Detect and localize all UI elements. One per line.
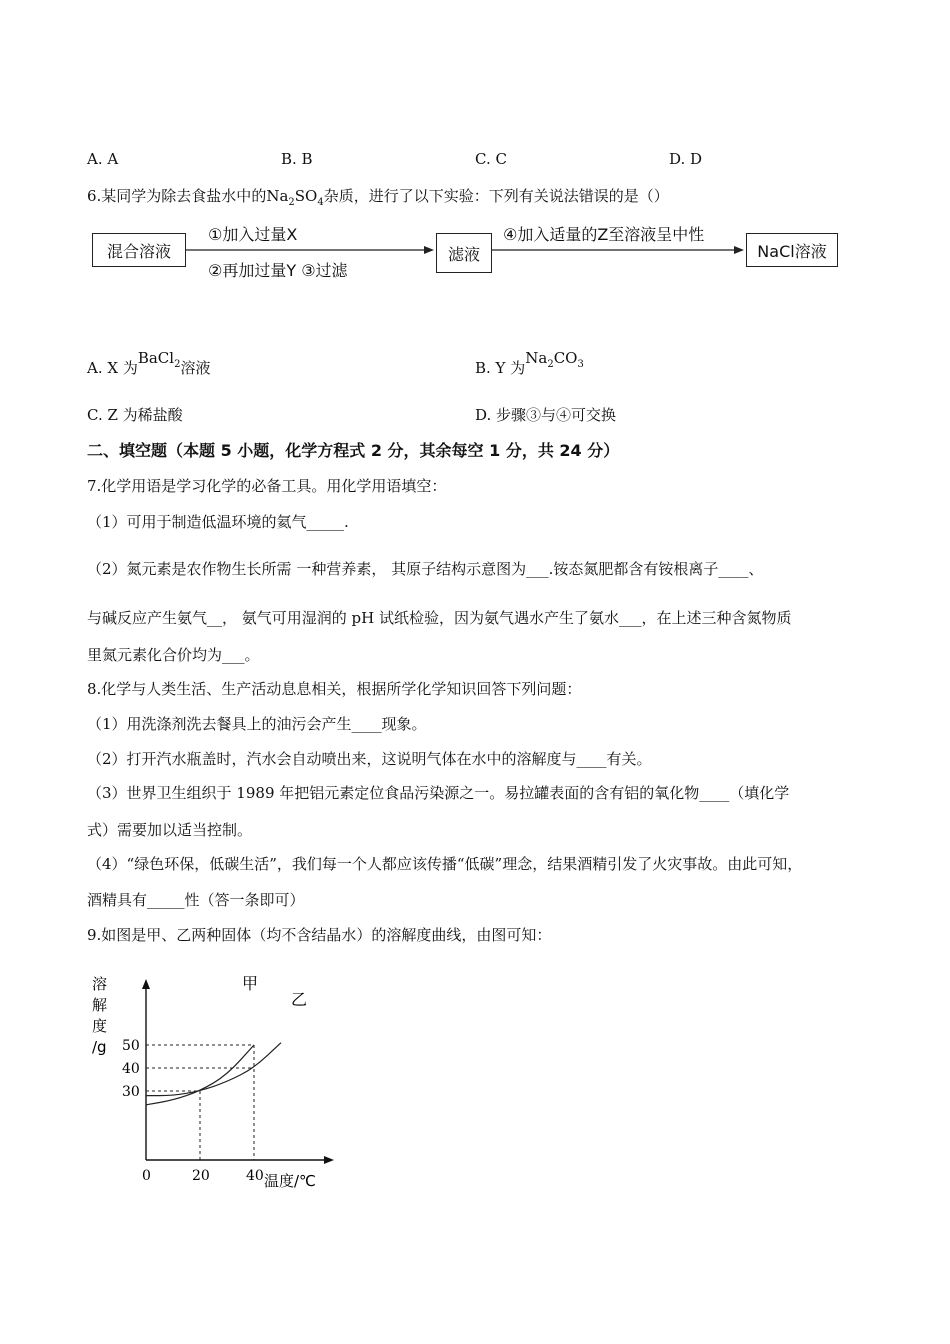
- q9-stem: 9.如图是甲、乙两种固体（均不含结晶水）的溶解度曲线，由图可知：: [87, 926, 552, 944]
- q7-part-2: （2）氮元素是农作物生长所需 一种营养素， 其原子结构示意图为___.铵态氮肥都含有铵根离子____、: [87, 560, 764, 578]
- y-axis-arrow: [142, 979, 150, 989]
- y-axis-label-char: 解: [92, 996, 108, 1014]
- flow-step-1: ①加入过量X: [208, 225, 298, 244]
- series-jia-label: 甲: [242, 974, 259, 993]
- q7-part-2-cont: 与碱反应产生氨气__， 氨气可用湿润的 pH 试纸检验，因为氨气遇水产生了氨水___，在上述三种含氮物质: [87, 609, 792, 627]
- q7-stem: 7.化学用语是学习化学的必备工具。用化学用语填空：: [87, 477, 447, 495]
- q8-stem: 8.化学与人类生活、生产活动息息相关，根据所学化学知识回答下列问题：: [87, 680, 582, 698]
- y-tick-label: 50: [122, 1038, 140, 1054]
- x-tick-label: 20: [192, 1168, 210, 1184]
- section-2-header: 二、填空题（本题 5 小题，化学方程式 2 分，其余每空 1 分，共 24 分）: [87, 441, 620, 460]
- q8-part-2: （2）打开汽水瓶盖时，汽水会自动喷出来，这说明气体在水中的溶解度与____有关。: [87, 750, 652, 768]
- flow-arrows: [0, 0, 950, 300]
- q6-option-d: D. 步骤③与④可交换: [475, 406, 617, 424]
- series-yi-curve: [146, 1043, 281, 1096]
- y-tick-label: 30: [122, 1084, 140, 1100]
- solubility-chart: [80, 965, 350, 1195]
- q5-option-a: A. A: [87, 150, 119, 168]
- q6-option-b: B. Y 为$Na_2CO_3$: [475, 349, 584, 377]
- flow-box-mixed-solution: 混合溶液: [92, 233, 186, 267]
- y-tick-label: 40: [122, 1061, 140, 1077]
- x-axis-label: 温度/℃: [264, 1172, 316, 1190]
- series-yi-label: 乙: [291, 990, 308, 1009]
- x-axis-arrow: [324, 1156, 334, 1164]
- q5-option-c: C. C: [475, 150, 507, 168]
- q7-part-2-end: 里氮元素化合价均为___。: [87, 646, 260, 664]
- q6-option-c: C. Z 为稀盐酸: [87, 406, 183, 424]
- q7-part-1: （1）可用于制造低温环境的氦气_____.: [87, 513, 349, 531]
- q6-option-a: A. X 为BaCl$_2$溶液: [87, 349, 211, 377]
- q8-part-4-cont: 酒精具有_____性（答一条即可）: [87, 891, 305, 909]
- flow-step-4: ④加入适量的Z至溶液呈中性: [503, 225, 705, 244]
- x-tick-label: 40: [246, 1168, 264, 1184]
- q6-stem: 6.某同学为除去食盐水中的$Na_2SO_4$杂质，进行了以下实验：下列有关说法错误的是（）: [87, 187, 669, 208]
- y-axis-label-char: /g: [92, 1038, 107, 1056]
- y-axis-label-char: 溶: [92, 975, 108, 993]
- q8-part-3-cont: 式）需要加以适当控制。: [87, 821, 253, 839]
- q5-option-b: B. B: [281, 150, 313, 168]
- q5-option-d: D. D: [669, 150, 703, 168]
- q8-part-1: （1）用洗涤剂洗去餐具上的油污会产生____现象。: [87, 715, 427, 733]
- flow-box-filtrate: 滤液: [436, 233, 492, 273]
- q8-part-4: （4）“绿色环保，低碳生活”，我们每一个人都应该传播“低碳”理念，结果酒精引发了火灾事故。由此可知，: [87, 855, 803, 873]
- flow-step-2-3: ②再加过量Y ③过滤: [208, 261, 348, 280]
- flow-box-nacl-solution: NaCl溶液: [746, 233, 838, 267]
- q8-part-3: （3）世界卫生组织于 1989 年把铝元素定位食品污染源之一。易拉罐表面的含有铝的氧化物____（填化学: [87, 784, 790, 802]
- x-tick-label: 0: [142, 1168, 151, 1184]
- y-axis-label-char: 度: [92, 1017, 108, 1035]
